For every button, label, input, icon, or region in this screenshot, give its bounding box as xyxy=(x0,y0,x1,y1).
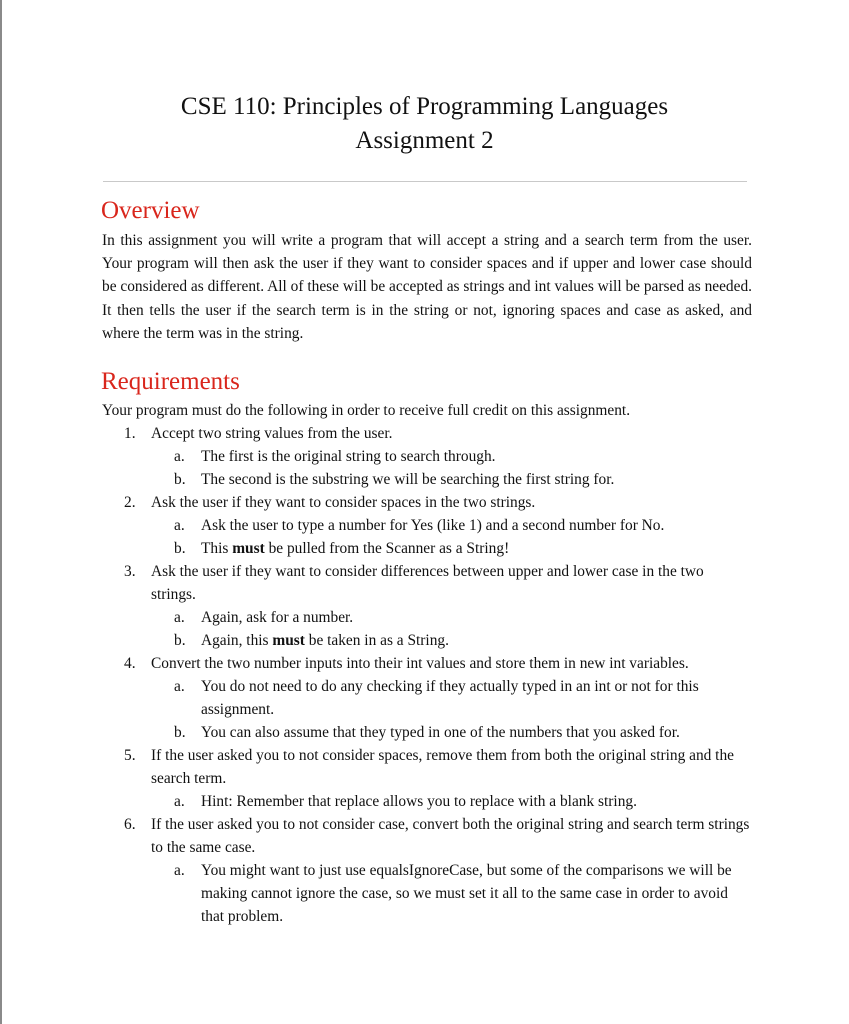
list-marker: a. xyxy=(174,862,185,879)
text-run: be pulled from the Scanner as a String! xyxy=(264,540,510,557)
requirements-heading: Requirements xyxy=(101,368,240,395)
list-text: Accept two string values from the user. xyxy=(151,425,393,442)
list-marker: a. xyxy=(174,448,185,465)
list-text: Convert the two number inputs into their int values and store them in new int variables. xyxy=(151,655,689,672)
list-text: If the user asked you to not consider case, convert both the original string and search term strings to the same case. xyxy=(151,816,750,857)
list-marker: 2. xyxy=(124,494,136,511)
overview-heading: Overview xyxy=(101,197,200,224)
list-text: Ask the user to type a number for Yes (like 1) and a second number for No. xyxy=(201,517,665,534)
list-marker: a. xyxy=(174,793,185,810)
list-marker: 1. xyxy=(124,425,136,442)
list-marker: a. xyxy=(174,609,185,626)
list-marker: b. xyxy=(174,632,186,649)
requirements-intro: Your program must do the following in order to receive full credit on this assignment. xyxy=(102,402,631,419)
emphasis-must: must xyxy=(272,632,305,649)
list-marker: 4. xyxy=(124,655,136,672)
list-text: Ask the user if they want to consider spaces in the two strings. xyxy=(151,494,536,511)
list-text xyxy=(201,629,746,652)
list-text: Ask the user if they want to consider differences between upper and lower case in the two strings. xyxy=(151,563,704,604)
list-text: Again, ask for a number. xyxy=(201,609,354,626)
list-text: You might want to just use equalsIgnoreCase, but some of the comparisons we will be making cannot ignore the case, so we must set it all to the same case in order to avoid that problem. xyxy=(201,862,732,926)
text-run: This xyxy=(201,540,233,557)
text-run: Again, this xyxy=(201,632,273,649)
list-marker: a. xyxy=(174,678,185,695)
text-run: be taken in as a String. xyxy=(304,632,449,649)
list-marker: 5. xyxy=(124,747,136,764)
list-text: If the user asked you to not consider spaces, remove them from both the original string and the search term. xyxy=(151,747,734,788)
list-text: The second is the substring we will be searching the first string for. xyxy=(201,471,615,488)
document-title: CSE 110: Principles of Programming Languages xyxy=(180,93,669,120)
list-marker: 6. xyxy=(124,816,136,833)
document-subtitle: Assignment 2 xyxy=(355,127,494,154)
title-divider xyxy=(103,181,747,182)
list-marker: b. xyxy=(174,724,186,741)
list-text: You do not need to do any checking if they actually typed in an int or not for this assignment. xyxy=(201,678,699,719)
list-marker: b. xyxy=(174,471,186,488)
overview-paragraph: In this assignment you will write a program that will accept a string and a search term from the user. Your program will then ask the user if they want to consider spaces and if upper and lower case should be considered as different. All of these will be accepted as strings and int values will be parsed as needed. It then tells the user if the search term is in the string or not, ignoring spaces and case as asked, and where the term was in the string. xyxy=(102,232,752,342)
list-marker: a. xyxy=(174,517,185,534)
list-text: You can also assume that they typed in one of the numbers that you asked for. xyxy=(201,724,680,741)
emphasis-must: must xyxy=(232,540,265,557)
list-marker: 3. xyxy=(124,563,136,580)
list-text: The first is the original string to search through. xyxy=(201,448,496,465)
list-text xyxy=(201,537,746,560)
list-marker: b. xyxy=(174,540,186,557)
list-text: Hint: Remember that replace allows you to replace with a blank string. xyxy=(201,793,637,810)
